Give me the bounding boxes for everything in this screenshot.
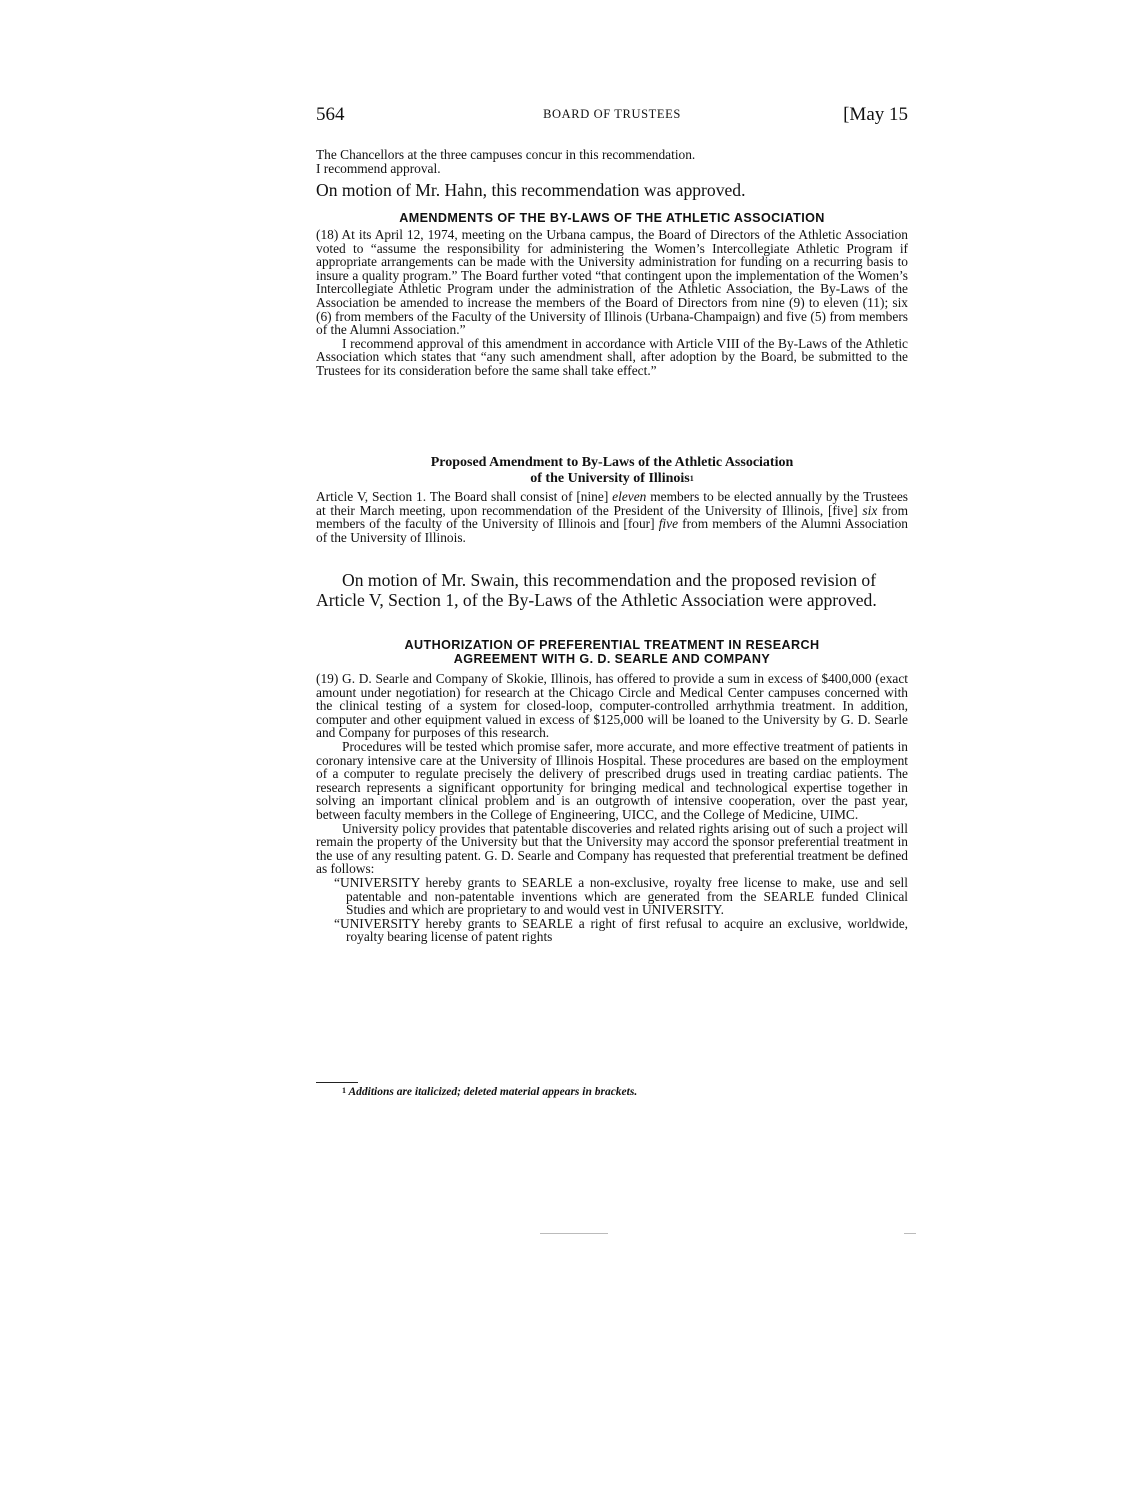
added-six: six [862, 502, 878, 518]
header-title: BOARD OF TRUSTEES [543, 107, 681, 121]
deleted-four: [four] [623, 516, 659, 532]
article-v-text [316, 490, 908, 544]
recommend-approval-text: I recommend approval. [316, 160, 441, 176]
swain-motion-text: On motion of Mr. Swain, this recommendation and the proposed revision of Article V, Section 1, of the By-Laws of the Athletic Association were approved. [316, 570, 877, 610]
section-heading-searle [316, 638, 908, 666]
opening-paragraph [316, 148, 908, 175]
running-head [316, 104, 908, 128]
deleted-five: [five] [827, 502, 863, 518]
page-number: 564 [316, 104, 345, 125]
searle-heading-line2: AGREEMENT WITH G. D. SEARLE AND COMPANY [453, 652, 771, 666]
proposed-amendment-heading-line2-text: of the University of Illinois [530, 471, 690, 486]
footnote [342, 1086, 902, 1098]
chancellors-concur-text: The Chancellors at the three campuses concur in this recommendation. [316, 147, 696, 162]
added-five: five [658, 516, 679, 532]
item-19-paragraph: (19) G. D. Searle and Company of Skokie, Illinois, has offered to provide a sum in excess of $400,000 (exact amount under negotiation) for research at the Chicago Circle and Medical Center campuses concerned with the clinical testing of a system for closed-loop, computer-controlled arrhythmia treatment. In addition, computer and other equipment valued in excess of $125,000 will be loaned to the University by G. D. Searle and Company for purposes of this research. [316, 671, 908, 741]
proposed-amendment-heading-line1: Proposed Amendment to By-Laws of the Athletic Association [430, 455, 794, 470]
procedures-paragraph: Procedures will be tested which promise safer, more accurate, and more effective treatment of patients in coronary intensive care at the University of Illinois Hospital. These procedures are based on the employment of a computer to regulate precisely the delivery of prescribed drugs used in treating cardiac patients. The research represents a significant opportunity for bringing medical and technological expertise together in solving an important clinical problem and is an outgrowth of intensive cooperation, over the past year, between faculty members in the College of Engineering, UICC, and the College of Medicine, UIMC. [316, 738, 908, 822]
proposed-amendment-heading-line2 [316, 471, 908, 487]
proposed-amendment-heading [316, 455, 908, 487]
footnote-rule [316, 1082, 358, 1083]
deleted-nine: [nine] [576, 489, 613, 504]
quote-nonexclusive-license: “UNIVERSITY hereby grants to SEARLE a non-exclusive, royalty free license to make, use and sell patentable and non-patentable inventions which are generated from the SEARLE funded Clinical Studies and which are proprietary to and would vest in UNIVERSITY. [334, 874, 908, 918]
scan-artifact [540, 1233, 608, 1234]
athletic-association-body [316, 228, 908, 378]
article-viii-paragraph: I recommend approval of this amendment in accordance with Article VIII of the By-Laws of the Athletic Association which states that “any such amendment shall, after adoption by the Board, be submitted to the Trustees for its consideration before the same shall take effect.” [316, 335, 908, 378]
section-heading-athletic-association: AMENDMENTS OF THE BY-LAWS OF THE ATHLETIC ASSOCIATION [399, 211, 825, 225]
swain-motion [316, 570, 908, 610]
footnote-marker: 1 [342, 1086, 346, 1095]
university-policy-paragraph: University policy provides that patentable discoveries and related rights arising out of such a project will remain the property of the University but that the University may accord the sponsor preferential treatment in the use of any resulting patent. G. D. Searle and Company has requested that preferential treatment be defined as follows: [316, 820, 908, 877]
searle-heading-line1: AUTHORIZATION OF PREFERENTIAL TREATMENT IN RESEARCH [404, 638, 820, 652]
added-eleven: eleven [612, 489, 647, 504]
hahn-motion-text: On motion of Mr. Hahn, this recommendation was approved. [316, 180, 746, 200]
footnote-text: Additions are italicized; deleted material appears in brackets. [348, 1086, 638, 1098]
scan-artifact [904, 1233, 916, 1234]
quote-first-refusal: “UNIVERSITY hereby grants to SEARLE a right of first refusal to acquire an exclusive, worldwide, royalty bearing license of patent rights [334, 915, 908, 945]
article-v-paragraph: Article V, Section 1. The Board shall consist of [nine] eleven members to be elected annually by the Trustees at their March meeting, upon recommendation of the President of the University of Illinois, [five] six from members of the faculty of the University of Illinois and [four] five from members of the Alumni Association of the University of Illinois. [316, 489, 908, 545]
header-date: [May 15 [843, 104, 908, 125]
item-18-paragraph: (18) At its April 12, 1974, meeting on the Urbana campus, the Board of Directors of the Athletic Association voted to “assume the responsibility for administering the Women’s Intercollegiate Athletic Program if appropriate arrangements can be made with the University administration for funding on a recurring basis to insure a quality program.” The Board further voted “that contingent upon the implementation of the Women’s Intercollegiate Athletic Program under the administration of the Athletic Association, the By-Laws of the Association be amended to increase the members of the Board of Directors from nine (9) to eleven (11); six (6) from members of the Faculty of the University of Illinois (Urbana-Champaign) and five (5) from members of the Alumni Association.” [316, 227, 908, 338]
footnote-reference: 1 [689, 474, 694, 483]
searle-body [316, 672, 908, 944]
searle-quoted-terms [316, 876, 908, 944]
hahn-motion [316, 180, 908, 200]
